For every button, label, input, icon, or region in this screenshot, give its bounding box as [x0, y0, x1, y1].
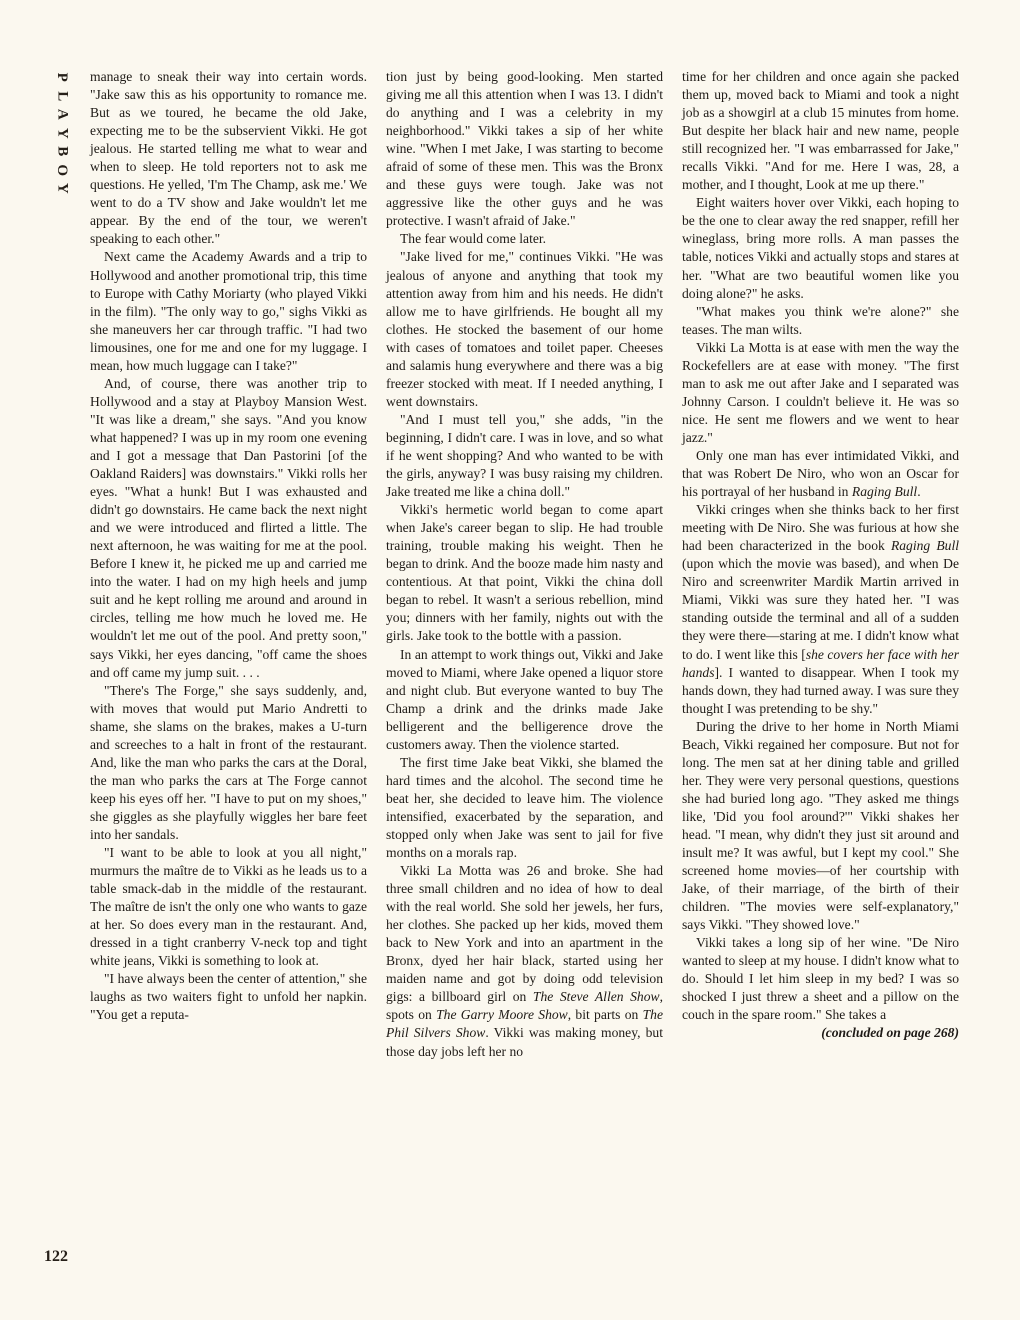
page-number: 122 [44, 1248, 68, 1265]
text-run: , bit parts on [567, 1007, 643, 1023]
paragraph: "And I must tell you," she adds, "in the beginning, I didn't care. I was in love, and so what if he went shopping? And who wanted to be with the girls, anyway? I was busy raising my children. Jake treated me like a china doll." [386, 411, 663, 500]
film-title: Raging Bull [890, 538, 959, 554]
column-3 [682, 68, 959, 1043]
paragraph: "I have always been the center of attention," she laughs as two waiters fight to unfold her napkin. "You get a reputa- [90, 971, 367, 1023]
paragraph: manage to sneak their way into certain words. "Jake saw this as his opportunity to romance me. But as we toured, he became the old Jake, expecting me to be the subservient Vikki. He got jealous. He started telling me what to wear and when to sleep. He told reporters not to ask me questions. He yelled, 'I'm The Champ, ask me.' We went to do a TV show and Jake wouldn't let me appear. By the end of the tour, we weren't speaking to each other." [90, 69, 367, 247]
paragraph: During the drive to her home in North Miami Beach, Vikki regained her composure. But not for long. The men sat at her dining table and grilled her. They were very personal questions, questions she had buried long ago. "They asked me things like, 'Did you fool around?'" Vikki shakes her head. "I mean, why didn't they just sit around and insult me? It was awful, but I kept my cool." She screened home movies—of her courtship with Jake, of their marriage, of the birth of their children. "The movies were self-explanatory," says Vikki. "They showed love." [682, 718, 959, 933]
masthead-letter: L [54, 90, 71, 101]
masthead-letter: A [54, 108, 71, 120]
paragraph [386, 862, 663, 1061]
paragraph: In an attempt to work things out, Vikki and Jake moved to Miami, where Jake opened a liquor store and night club. But everyone wanted to buy The Champ a drink and the drinks made Jake belligerent and the belligerence drove the customers away. Then the violence started. [386, 646, 663, 752]
text-run: Only one man has ever intimidated Vikki, and that was Robert De Niro, who won an Oscar for his portrayal of her husband in [682, 447, 959, 500]
masthead-letter: Y [54, 182, 71, 194]
paragraph: time for her children and once again she packed them up, moved back to Miami and took a night job as a showgirl at a club 15 minutes from home. But despite her black hair and new name, people still recognized her. "I was embarrassed for Jake," recalls Vikki. "And for me. Here I was, 28, a mother, and I thought, Look at me up there." [682, 69, 959, 193]
text-run: . [917, 484, 921, 500]
paragraph: Vikki's hermetic world began to come apart when Jake's career began to slip. He had trouble training, trouble making his weight. Then he began to drink. And the booze made him nasty and contentious. At that point, Vikki the china doll began to rebel. It wasn't a serious rebellion, mind you; dinners with her family, nights out with the girls. Jake took to the bottle with a passion. [386, 502, 663, 644]
text-run: Vikki cringes when she thinks back to her first meeting with De Niro. She was furious at how she had been characterized in the book [682, 502, 959, 554]
paragraph [682, 501, 959, 718]
paragraph: "Jake lived for me," continues Vikki. "He was jealous of anyone and anything that took my attention away from him and his needs. He didn't allow me to have girlfriends. He bought all my clothes. He stocked the basement of our home with cases of tomatoes and toilet paper. Cheeses and salamis hung everywhere and there was a big freezer stocked with meat. If I needed anything, I went downstairs. [386, 249, 663, 409]
paragraph: Next came the Academy Awards and a trip to Hollywood and another promotional trip, this time to Europe with Cathy Moriarty (who played Vikki in the film). "The only way to go," sighs Vikki as she maneuvers her car through traffic. "I had two limousines, one for me and one for my luggage. I mean, how much luggage can I take?" [90, 249, 367, 373]
text-run: Vikki La Motta was 26 and broke. She had three small children and no idea of how to deal with the real world. She sold her jewels, her furs, her clothes. She packed up her kids, moved them back to New York and into an apartment in the Bronx, dyed her hair black, started using her maiden name and got by doing odd television gigs: a billboard girl on [386, 863, 663, 1005]
paragraph: The first time Jake beat Vikki, she blamed the hard times and the alcohol. The second time he beat her, she decided to leave him. The violence intensified, exacerbated by the separation, and stopped only when Jake was sent to jail for five months on a morals rap. [386, 754, 663, 861]
text-run: (upon which the movie was based), and when De Niro and screenwriter Mardik Martin arrived in Miami, Vikki was sure they hated her. "I was standing outside the terminal and all of a sudden they were there—staring at me. I didn't know what to do. I went like this [ [682, 556, 959, 662]
column-1 [90, 68, 367, 1024]
paragraph: Vikki La Motta is at ease with men the way the Rockefellers are at ease with money. "The first man to ask me out after Jake and I separated was Johnny Carson. I couldn't believe it. He was so nice. He sent me flowers and we went to hear jazz." [682, 339, 959, 445]
paragraph: "What makes you think we're alone?" she teases. The man wilts. [682, 303, 959, 337]
masthead-letter: P [54, 72, 71, 82]
column-2 [386, 68, 663, 1061]
masthead-letter: Y [54, 127, 71, 139]
playboy-masthead [50, 68, 74, 198]
paragraph: Eight waiters hover over Vikki, each hoping to be the one to clear away the red snapper, refill her wineglass, bring more rolls. A man passes the table, notices Vikki and actually stops and stares at her. "What are two beautiful women like you doing alone?" he asks. [682, 195, 959, 301]
masthead-letter: B [54, 146, 71, 157]
masthead-letter: O [54, 163, 71, 176]
text-run: , spots on [386, 989, 663, 1023]
show-title: The Garry Moore Show [436, 1007, 568, 1023]
show-title: The Phil Silvers Show [386, 1007, 663, 1041]
paragraph: And, of course, there was another trip to Hollywood and a stay at Playboy Mansion West. "It was like a dream," she says. "And you know what happened? I was up in my room one evening and I got a message that Dan Pastorini [of the Oakland Raiders] was downstairs." Vikki rolls her eyes. "What a hunk! But I was exhausted and didn't go downstairs. He came back the next night and we were introduced and flirted a little. The next afternoon, he was waiting for me at the pool. Before I knew it, he picked me up and carried me into the water. I had on my high heels and jump suit and he kept rolling me around and around in circles, telling me how much he loved me. He wouldn't let me out of the pool. And pretty soon," says Vikki, her eyes dancing, "off came the shoes and off came my jump suit. . . . [90, 375, 367, 680]
text-run: . Vikki was making money, but those day jobs left her no [386, 1025, 663, 1059]
paragraph: tion just by being good-looking. Men started giving me all this attention when I was 13. I didn't do anything and I was a celebrity in my neighborhood." Vikki takes a sip of her white wine. "When I met Jake, I was starting to become afraid of some of these men. This was the Bronx and these guys were tough. Jake was not aggressive like the other guys and he was protective. I wasn't afraid of Jake." [386, 69, 663, 229]
text-run: ]. I wanted to disappear. When I took my hands down, they had turned away. I was sure they thought I was pretending to be shy." [682, 664, 959, 716]
paragraph: "There's The Forge," she says suddenly, and, with moves that would put Mario Andretti to shame, she slams on the brakes, makes a U-turn and screeches to a halt in front of the restaurant. And, like the man who parks the cars at the Doral, the man who parks the cars at The Forge cannot keep his eyes off her. "I have to put on my shoes," she giggles as she playfully wiggles her bare feet into her sandals. [90, 682, 367, 842]
film-title: Raging Bull [851, 484, 918, 500]
paragraph: "I want to be able to look at you all night," murmurs the maître de to Vikki as he leads us to a table smack-dab in the middle of the restaurant. The maître de isn't the only one who wants to gaze at her. So does every man in the restaurant. And, dressed in a tight cranberry V-neck top and tight white jeans, Vikki is something to look at. [90, 845, 367, 969]
paragraph [682, 447, 959, 501]
continuation-note: (concluded on page 268) [821, 1025, 959, 1041]
stage-direction: she covers her face with her hands [682, 646, 959, 680]
paragraph: Vikki takes a long sip of her wine. "De Niro wanted to sleep at my house. I didn't know what to do. Should I let him sleep in my bed? I was so shocked I just threw a sheet and a pillow on the couch in the spare room." She takes a [682, 935, 959, 1023]
paragraph: The fear would come later. [400, 231, 547, 247]
show-title: The Steve Allen Show [532, 989, 660, 1005]
